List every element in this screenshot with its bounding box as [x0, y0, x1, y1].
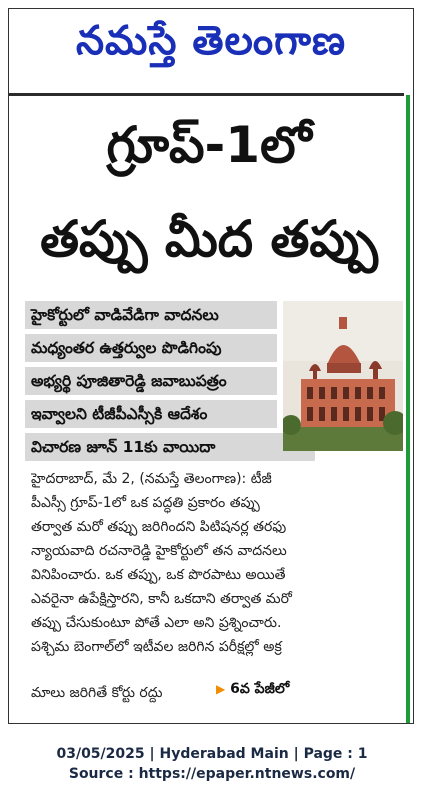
body-line-9: మాలు జరిగితే కోర్టు రద్దు	[31, 685, 163, 701]
footer-date-edition: 03/05/2025 | Hyderabad Main | Page : 1	[56, 746, 368, 762]
footer-source: Source : https://epaper.ntnews.com/	[68, 766, 356, 782]
body-line-2: పీఎస్సీ గ్రూప్-1లో ఒక పద్ధతి ప్రకారం తప్పు	[31, 495, 260, 511]
subhead-2: మధ్యంతర ఉత్తర్వుల పొడిగింపు	[25, 334, 277, 362]
body-line-8: పశ్చిమ బెంగాల్‌లో ఇటీవల జరిగిన పరీక్షల్లో అక్ర	[31, 639, 282, 655]
masthead-title: నమస్తే తెలంగాణ	[75, 18, 347, 64]
subhead-3: అభ్యర్థి పూజితారెడ్డి జవాబుపత్రం	[25, 367, 277, 395]
subhead-4: ఇవ్వాలని టీజీపీఎస్సీకి ఆదేశం	[25, 400, 277, 428]
continued-on-page	[216, 681, 289, 700]
headline-line-2: తప్పు మీద తప్పు	[40, 210, 378, 268]
triangle-right-icon: ▶	[216, 682, 226, 696]
body-line-4: న్యాయవాది రచనారెడ్డి హైకోర్టులో తన వాదనలు	[31, 543, 287, 559]
masthead-divider	[9, 93, 404, 96]
body-line-1: హైదరాబాద్, మే 2, (నమస్తే తెలంగాణ): టీజీ	[31, 471, 272, 487]
body-line-6: ఎవరైనా ఉపేక్షిస్తారని, కానీ ఒకదాని తర్వాత మరో	[31, 591, 292, 607]
body-line-7: తప్పు చేసుకుంటూ పోతే ఎలా అని ప్రశ్నించారు.	[31, 615, 282, 631]
headline-line-1: గ్రూప్-1లో	[106, 116, 312, 174]
high-court-building-photo	[283, 301, 403, 451]
subhead-1: హైకోర్టులో వాడివేడిగా వాదనలు	[25, 301, 277, 329]
green-column-rule	[406, 95, 410, 724]
body-line-5: వినిపించారు. ఒక తప్పు, ఒక పొరపాటు అయితే	[31, 567, 286, 583]
newspaper-clipping	[8, 8, 414, 724]
subhead-5: విచారణ జూన్ 11కు వాయిదా	[25, 433, 315, 461]
continued-label: 6వ పేజీలో	[230, 681, 290, 697]
body-line-3: తర్వాత మరో తప్పు జరిగిందని పిటిషనర్ల తరఫు	[31, 519, 287, 535]
